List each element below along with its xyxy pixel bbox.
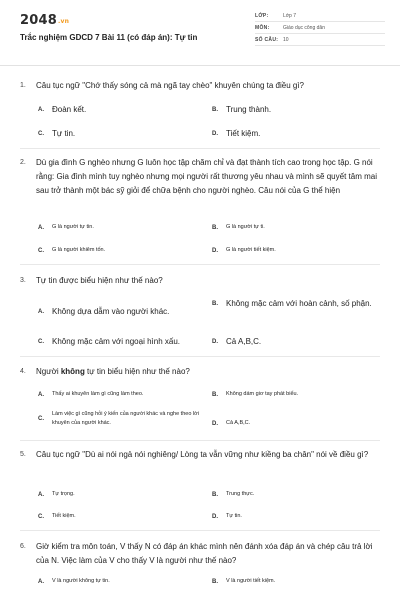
option-text: Làm việc gì cũng hỏi ý kiến của người khác và nghe theo lời khuyên của người khác.: [52, 411, 199, 426]
answer-option[interactable]: [38, 128, 188, 140]
question-text: [36, 365, 380, 379]
answer-option[interactable]: [212, 512, 372, 521]
question-divider: [20, 148, 380, 149]
option-text: Không dám giơ tay phát biểu.: [226, 391, 299, 397]
meta-row-subject: [255, 22, 385, 34]
answer-option[interactable]: [212, 390, 377, 399]
option-letter: C.: [38, 247, 44, 254]
answer-option[interactable]: [38, 490, 198, 499]
answer-option[interactable]: [38, 577, 198, 586]
option-text: Không dựa dẫm vào người khác.: [52, 307, 170, 316]
meta-value: Lớp 7: [283, 12, 297, 19]
option-letter: B.: [212, 107, 218, 113]
answer-option[interactable]: [212, 490, 372, 499]
option-letter: B.: [212, 578, 218, 585]
answer-option[interactable]: [212, 577, 372, 586]
question-text: Dù gia đình G nghèo nhưng G luôn học tập chăm chỉ và đạt thành tích cao trong học tập. G nói rằng: Gia đình mình tuy nghèo nhưng mọi người rất thương yêu nhau và mình sẽ quyết tâm mai sau trở thành một bác sỹ giỏi để chữa bệnh cho người nghèo. Câu nói của G thể hiện: [36, 158, 377, 195]
option-letter: D.: [212, 420, 218, 427]
answer-option[interactable]: [38, 336, 206, 348]
answer-option[interactable]: [38, 246, 198, 255]
option-letter: B.: [212, 491, 218, 498]
answer-option[interactable]: [212, 336, 372, 348]
option-text: V là người tiết kiệm.: [226, 578, 276, 584]
option-text: G là người tiết kiệm.: [226, 247, 276, 253]
option-text: Tự tin.: [226, 513, 242, 519]
meta-value: 10: [283, 36, 289, 43]
answer-option[interactable]: [212, 246, 372, 255]
option-text: Tự tin.: [52, 129, 76, 138]
meta-row-class: [255, 10, 385, 22]
option-text: Trung thành.: [226, 105, 272, 114]
option-letter: A.: [38, 224, 44, 231]
quiz-title: Trắc nghiệm GDCD 7 Bài 11 (có đáp án): Tự tin: [20, 33, 198, 42]
question-number: 2.: [20, 159, 26, 166]
question-text: Tự tin được biểu hiện như thế nào?: [36, 276, 163, 285]
option-letter: D.: [212, 513, 218, 520]
meta-label: SỐ CÂU:: [255, 36, 279, 43]
question-number: 3.: [20, 277, 26, 284]
question-text-start: Người: [36, 367, 61, 376]
answer-option[interactable]: [212, 223, 372, 232]
question-text: Câu tục ngữ "Chớ thấy sóng cả mà ngã tay chèo" khuyên chúng ta điều gì?: [36, 81, 305, 90]
option-letter: B.: [212, 224, 218, 231]
option-text: G là người tự tin.: [52, 224, 94, 230]
option-text: Không mặc cảm với ngoại hình xấu.: [52, 337, 180, 346]
option-text: Cả A,B,C.: [226, 337, 262, 346]
option-text: Không mặc cảm với hoàn cảnh, số phận.: [226, 299, 372, 308]
option-letter: A.: [38, 491, 44, 498]
meta-label: LỚP:: [255, 12, 269, 19]
option-letter: A.: [38, 309, 44, 315]
option-letter: A.: [38, 107, 44, 113]
meta-row-count: [255, 34, 385, 46]
answer-option[interactable]: [212, 419, 372, 428]
option-text: V là người không tự tin.: [52, 578, 110, 584]
option-text: Tự trọng.: [52, 491, 75, 497]
answer-option[interactable]: [38, 512, 198, 521]
option-text: G là người tự ti.: [226, 224, 265, 230]
question-text: Câu tục ngữ "Dù ai nói ngả nói nghiêng/ Lòng ta vẫn vững như kiềng ba chân" nói về điều gì?: [36, 450, 369, 459]
answer-option[interactable]: [212, 298, 377, 310]
question-divider: [20, 530, 380, 531]
answer-option[interactable]: [38, 306, 206, 318]
option-text: Tiết kiệm.: [226, 129, 261, 138]
option-text: Tiết kiệm.: [52, 513, 76, 519]
option-letter: C.: [38, 513, 44, 520]
question-divider: [20, 264, 380, 265]
option-text: Cả A,B,C.: [226, 420, 251, 426]
option-letter: A.: [38, 391, 44, 398]
meta-value: Giáo dục công dân: [283, 24, 325, 31]
question-text-emphasis: không: [60, 367, 85, 376]
option-letter: A.: [38, 578, 44, 585]
meta-label: MÔN:: [255, 24, 270, 31]
answer-option[interactable]: [38, 410, 206, 428]
question-text-end: tự tin biểu hiện như thế nào?: [84, 367, 190, 376]
answer-option[interactable]: [212, 104, 372, 116]
question-divider: [20, 440, 380, 441]
answer-option[interactable]: [38, 223, 198, 232]
option-text: G là người khiêm tốn.: [52, 247, 106, 253]
answer-option[interactable]: [38, 390, 206, 399]
question-number: 5.: [20, 451, 26, 458]
option-letter: D.: [212, 247, 218, 254]
option-letter: B.: [212, 301, 218, 307]
option-letter: C.: [38, 131, 44, 137]
answer-option[interactable]: [212, 128, 372, 140]
logo-suffix: .vn: [57, 18, 70, 25]
option-letter: C.: [38, 339, 44, 345]
question-divider: [20, 356, 380, 357]
question-number: 6.: [20, 543, 26, 550]
question-number: 4.: [20, 368, 26, 375]
page-header: [0, 0, 400, 66]
question-number: 1.: [20, 82, 26, 89]
option-text: Trung thực.: [226, 491, 255, 497]
logo-text: 2048: [20, 13, 57, 28]
option-letter: C.: [38, 416, 44, 422]
option-letter: D.: [212, 339, 218, 345]
option-letter: B.: [212, 391, 218, 398]
question-text: Giờ kiểm tra môn toán, V thấy N có đáp án khác mình nên đánh xóa đáp án và chép câu trả lời của N. Việc làm của V cho thấy V là người như thế nào?: [36, 542, 373, 565]
option-letter: D.: [212, 131, 218, 137]
answer-option[interactable]: [38, 104, 188, 116]
site-logo[interactable]: [20, 13, 69, 28]
option-text: Đoàn kết.: [52, 105, 87, 114]
quiz-meta-table: [255, 10, 385, 46]
option-text: Thấy ai khuyên làm gì cũng làm theo.: [52, 391, 144, 397]
